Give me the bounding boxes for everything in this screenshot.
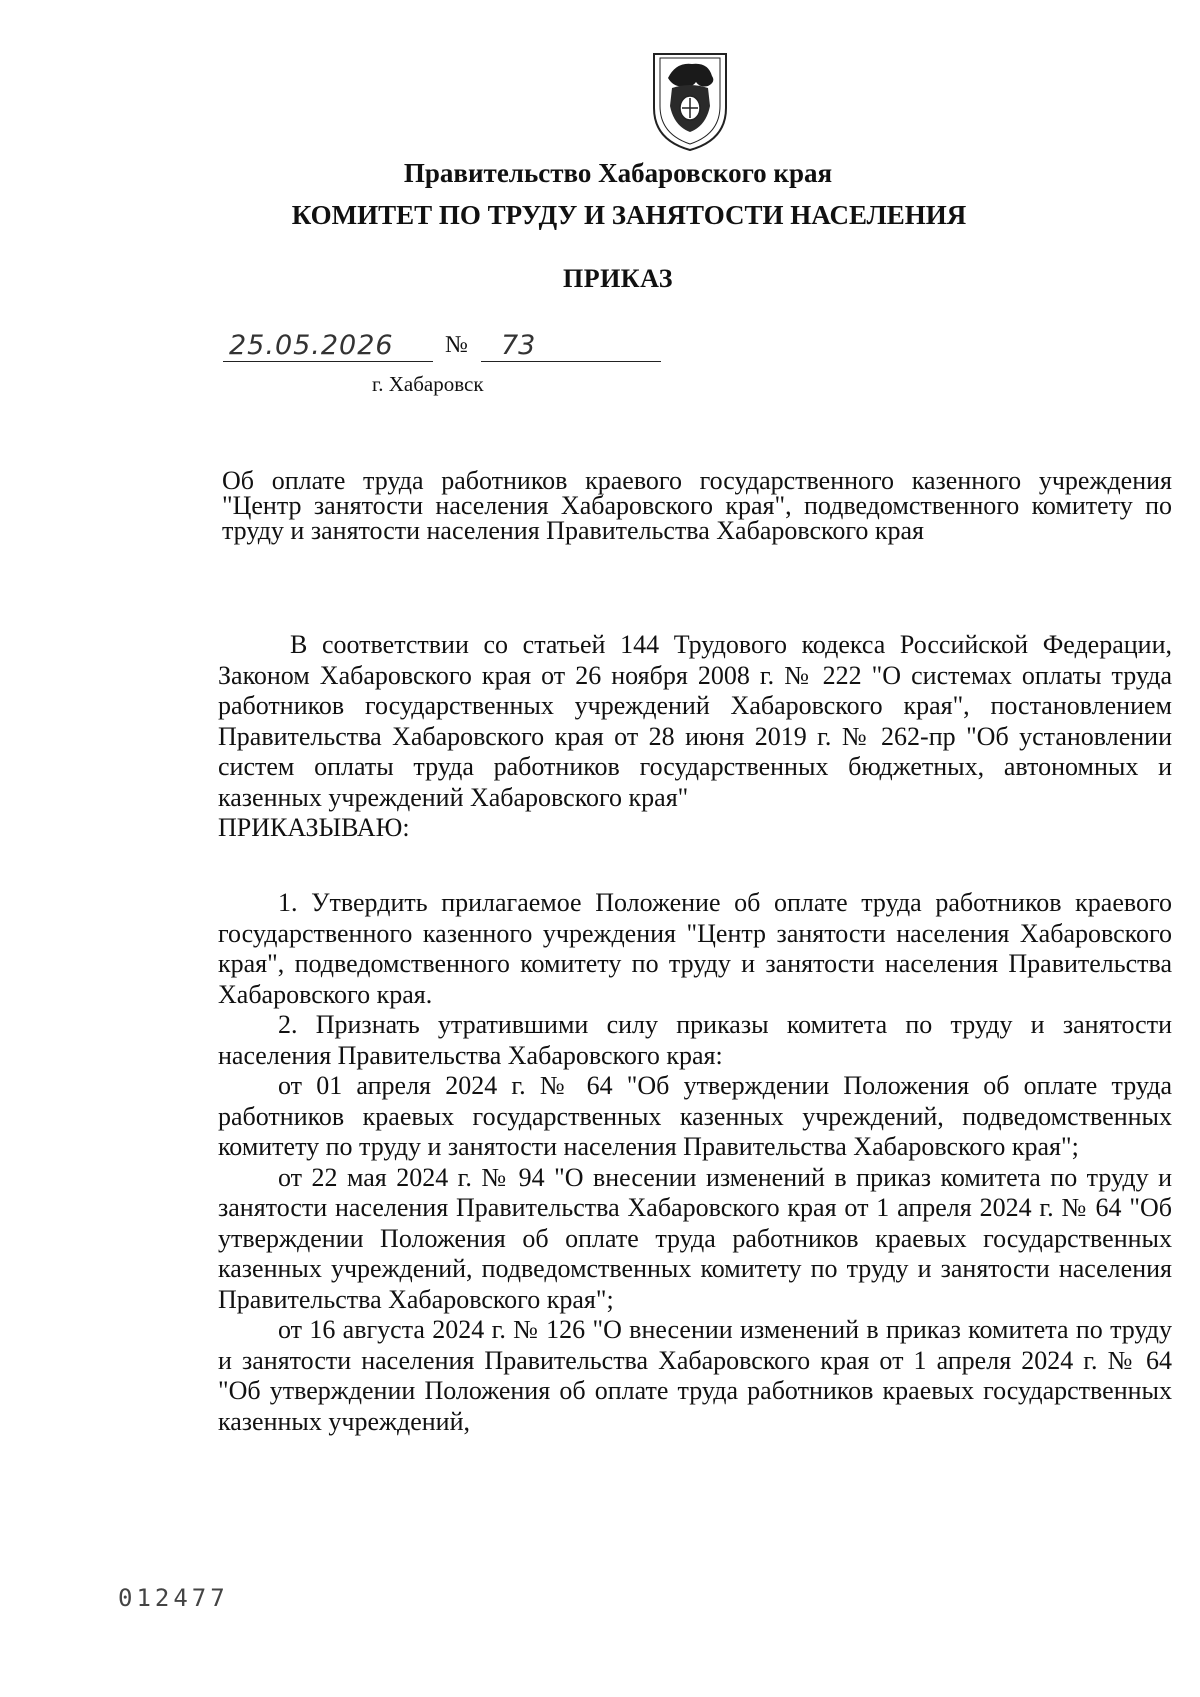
preamble-paragraph: В соответствии со статьей 144 Трудового кодекса Российской Федерации, Законом Хабаровского края от 26 ноября 2008 г. № 222 "О системах оплаты труда работников государственных учреждений Хабаровского края", постановлением Правительства Хабаровского края от 28 июня 2019 г. № 262-пр "Об установлении систем оплаты труда работников государственных бюджетных, автономных и казенных учреждений Хабаровского края" [218, 630, 1172, 812]
coat-of-arms-icon [646, 48, 734, 154]
order-number: 73 [481, 330, 661, 362]
document-serial-code: 012477 [118, 1584, 229, 1612]
item-2-paragraph: 2. Признать утратившими силу приказы комитета по труду и занятости населения Правительства Хабаровского края: [218, 1010, 1172, 1070]
item-2b-paragraph: от 22 мая 2024 г. № 94 "О внесении изменений в приказ комитета по труду и занятости населения Правительства Хабаровского края от 1 апреля 2024 г. № 64 "Об утверждении Положения об оплате труда работников краевых государственных казенных учреждений, подведомственных комитету по труду и занятости населения Правительства Хабаровского края"; [218, 1162, 1172, 1314]
order-word: ПРИКАЗЫВАЮ: [218, 813, 410, 842]
government-name: Правительство Хабаровского края [403, 158, 833, 188]
committee-name: КОМИТЕТ ПО ТРУДУ И ЗАНЯТОСТИ НАСЕЛЕНИЯ [291, 200, 967, 230]
date-number-row [223, 330, 663, 366]
order-date: 25.05.2026 [223, 330, 433, 362]
item-2c-paragraph: от 16 августа 2024 г. № 126 "О внесении изменений в приказ комитета по труду и занятости населения Правительства Хабаровского края от 1 апреля 2024 г. № 64 "Об утверждении Положения об оплате труда работников краевых государственных казенных учреждений, [218, 1315, 1172, 1436]
city-name: г. Хабаровск [372, 372, 484, 396]
document-type-title: ПРИКАЗ [562, 264, 674, 293]
item-2a-paragraph: от 01 апреля 2024 г. № 64 "Об утверждении Положения об оплате труда работников краевых государственных казенных учреждений, подведомственных комитету по труду и занятости населения Правительства Хабаровского края"; [218, 1071, 1172, 1161]
item-1-paragraph: 1. Утвердить прилагаемое Положение об оплате труда работников краевого государственного казенного учреждения "Центр занятости населения Хабаровского края", подведомственного комитету по труду и занятости населения Правительства Хабаровского края. [218, 888, 1172, 1009]
number-sign: № [445, 332, 468, 358]
order-subject: Об оплате труда работников краевого государственного казенного учреждения "Центр занятости населения Хабаровского края", подведомственного комитету по труду и занятости населения Правительства Хабаровского края [222, 466, 1172, 545]
order-body-preamble [218, 630, 1172, 844]
order-body-items [218, 888, 1172, 1437]
